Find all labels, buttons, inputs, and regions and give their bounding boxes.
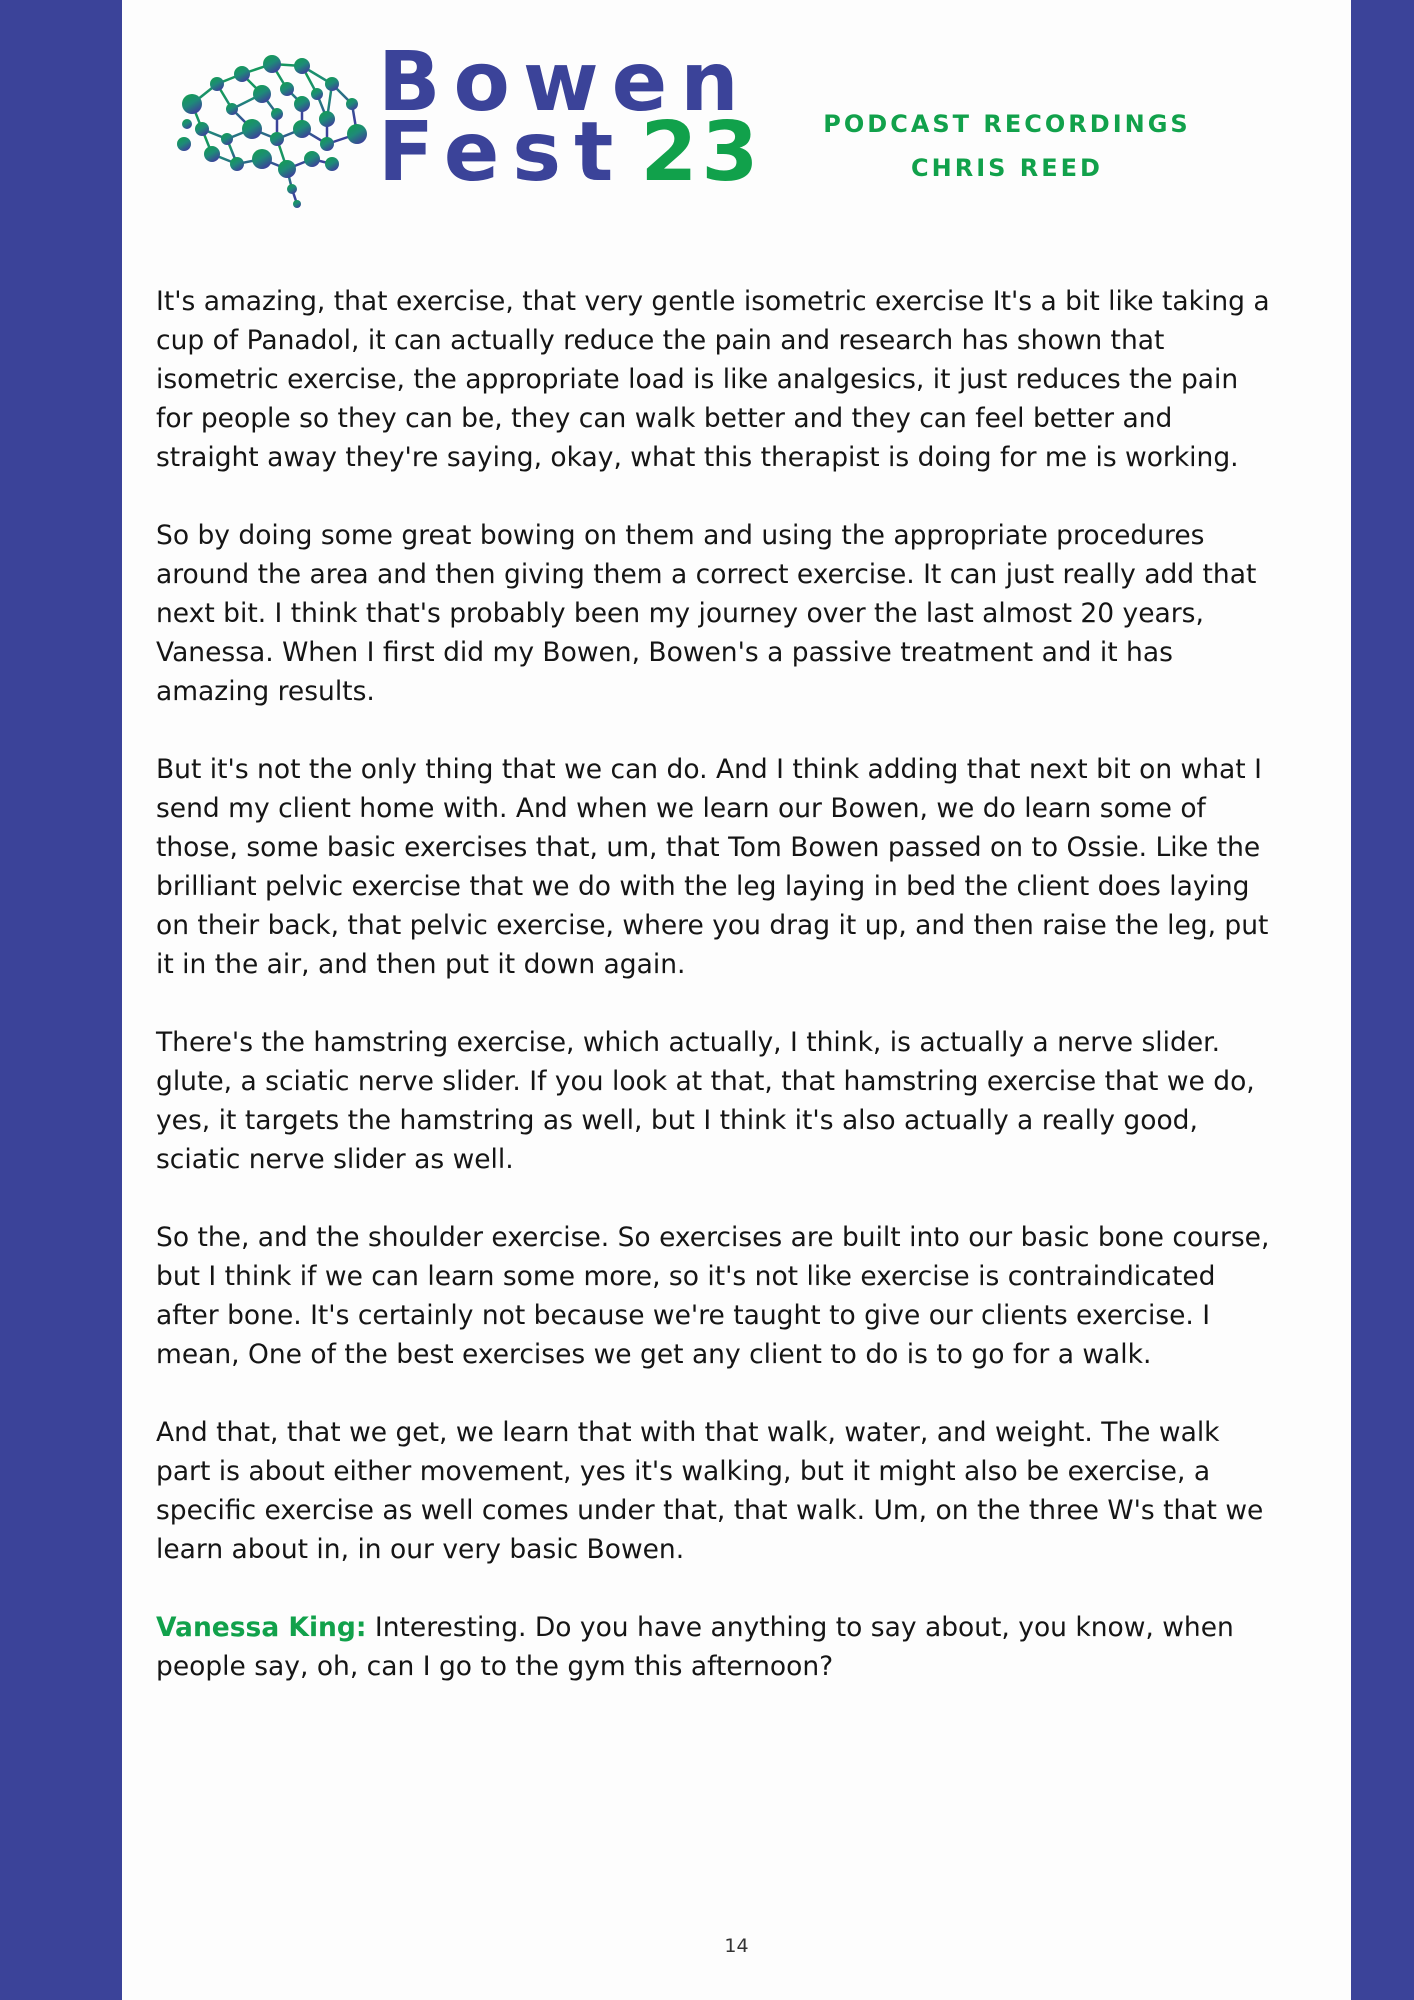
page-number: 14	[724, 1935, 749, 1957]
brain-network-icon	[172, 44, 372, 209]
transcript-paragraph: There's the hamstring exercise, which actually, I think, is actually a nerve slider. glute, a sciatic nerve slider. If you look at that, that hamstring exercise that we do, yes, it targets the hamstring as well, but I think it's also actually a really good, sciatic nerve slider as well.	[156, 1027, 1255, 1175]
logo-year: 23	[640, 105, 763, 200]
logo-word-bowen: Bowen	[378, 35, 752, 130]
page-header	[172, 35, 1302, 220]
speaker-text: Interesting. Do you have anything to say about, you know, when people say, oh, can I go to the gym this afternoon?	[156, 1612, 1234, 1682]
logo-word-fest	[378, 105, 763, 200]
transcript-paragraph: It's amazing, that exercise, that very gentle isometric exercise It's a bit like taking a cup of Panadol, it can actually reduce the pain and research has shown that isometric exercise, the appropriate load is like analgesics, it just reduces the pain for people so they can be, they can walk better and they can feel better and straight away they're saying, okay, what this therapist is doing for me is working.	[156, 286, 1270, 473]
transcript-paragraph: But it's not the only thing that we can do. And I think adding that next bit on what I send my client home with. And when we learn our Bowen, we do learn some of those, some basic exercises that, um, that Tom Bowen passed on to Ossie. Like the brilliant pelvic exercise that we do with the leg laying in bed the client does laying on their back, that pelvic exercise, where you drag it up, and then raise the leg, put it in the air, and then put it down again.	[156, 754, 1269, 980]
header-series-title: PODCAST RECORDINGS	[823, 110, 1191, 138]
transcript-paragraph: So by doing some great bowing on them and using the appropriate procedures around the area and then giving them a correct exercise. It can just really add that next bit. I think that's probably been my journey over the last almost 20 years, Vanessa. When I first did my Bowen, Bowen's a passive treatment and it has amazing results.	[156, 520, 1257, 707]
document-page	[122, 0, 1351, 2000]
bowen-fest-logo	[172, 35, 763, 215]
header-meta	[812, 102, 1202, 190]
speaker-name: Vanessa King:	[156, 1612, 367, 1643]
transcript-paragraph: So the, and the shoulder exercise. So exercises are built into our basic bone course, but I think if we can learn some more, so it's not like exercise is contraindicated after bone. It's certainly not because we're taught to give our clients exercise. I mean, One of the best exercises we get any client to do is to go for a walk.	[156, 1222, 1270, 1370]
transcript-body	[156, 282, 1276, 1725]
transcript-paragraph: And that, that we get, we learn that with that walk, water, and weight. The walk part is about either movement, yes it's walking, but it might also be exercise, a specific exercise as well comes under that, that walk. Um, on the three W's that we learn about in, in our very basic Bowen.	[156, 1417, 1264, 1565]
header-guest-name: CHRIS REED	[911, 154, 1103, 182]
logo-word-fest-text: Fest	[378, 105, 627, 200]
transcript-closing-paragraph	[156, 1608, 1276, 1686]
